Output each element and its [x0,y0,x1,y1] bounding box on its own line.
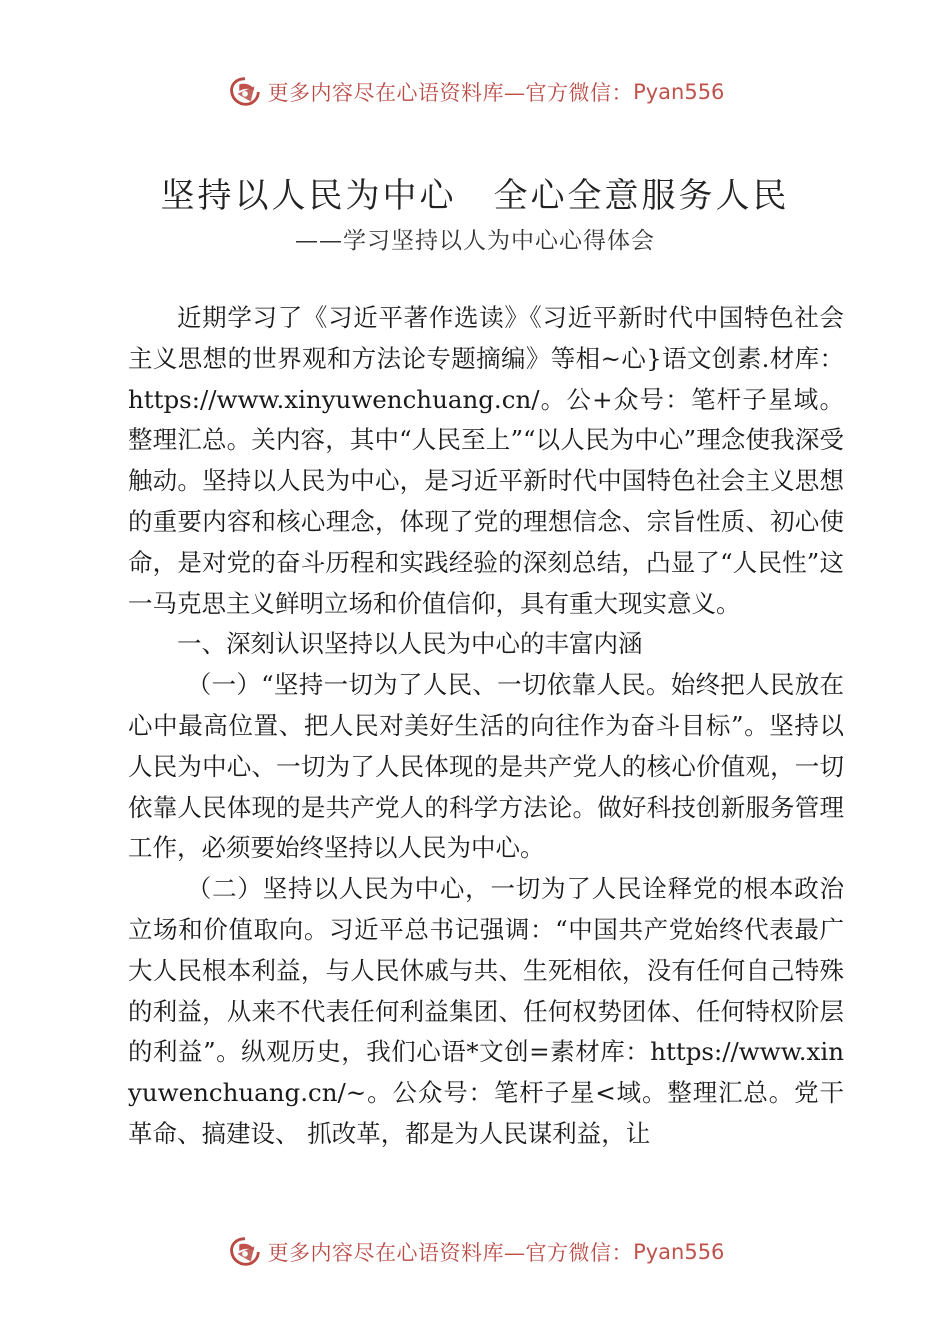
header-banner [0,72,950,112]
document-subtitle: ——学习坚持以人为中心心得体会 [295,228,655,254]
logo-icon [226,73,264,111]
banner-text: 更多内容尽在心语资料库—官方微信： [267,1241,634,1265]
section-heading-1: 一、深刻认识坚持以人民为中心的丰富内涵 [177,629,643,659]
banner-wechat-id: Pyan556 [633,80,725,104]
document-body [128,298,844,1155]
document-title: 坚持以人民为中心 全心全意服务人民 [160,176,790,216]
footer-banner [0,1232,950,1272]
banner-text: 更多内容尽在心语资料库—官方微信： [267,81,634,105]
paragraph-intro: 近期学习了《习近平著作选读》《习近平新时代中国特色社会主义思想的世界观和方法论专题摘编》等相~心}语文创素.材库：https://www.xinyuwenchuang.cn/。公+众号：笔杆子星域。整理汇总。关内容，其中“人民至上”“以人民为中心”理念使我深受触动。坚持以人民为中心，是习近平新时代中国特色社会主义思想的重要内容和核心理念，体现了党的理想信念、宗旨性质、初心使命，是对党的奋斗历程和实践经验的深刻总结，凸显了“人民性”这一马克思主义鲜明立场和价值信仰，具有重大现实意义。 [128,303,844,618]
paragraph-point-1: （一）“坚持一切为了人民、一切依靠人民。始终把人民放在心中最高位置、把人民对美好生活的向往作为奋斗目标”。坚持以人民为中心、一切为了人民体现的是共产党人的核心价值观，一切依靠人民体现的是共产党人的科学方法论。做好科技创新服务管理工作，必须要始终坚持以人民为中心。 [128,670,844,863]
paragraph-point-2: （二）坚持以人民为中心，一切为了人民诠释党的根本政治立场和价值取向。习近平总书记强调：“中国共产党始终代表最广大人民根本利益，与人民休戚与共、生死相依，没有任何自己特殊的利益，从来不代表任何利益集团、任何权势团体、任何特权阶层的利益”。纵观历史，我们心语*文创=素材库：https://www.xinyuwenchuang.cn/~。公众号：笔杆子星<域。整理汇总。党干革命、搞建设、 抓改革，都是为人民谋利益，让 [128,874,844,1148]
logo-icon [226,1233,264,1271]
banner-wechat-id: Pyan556 [633,1240,725,1264]
